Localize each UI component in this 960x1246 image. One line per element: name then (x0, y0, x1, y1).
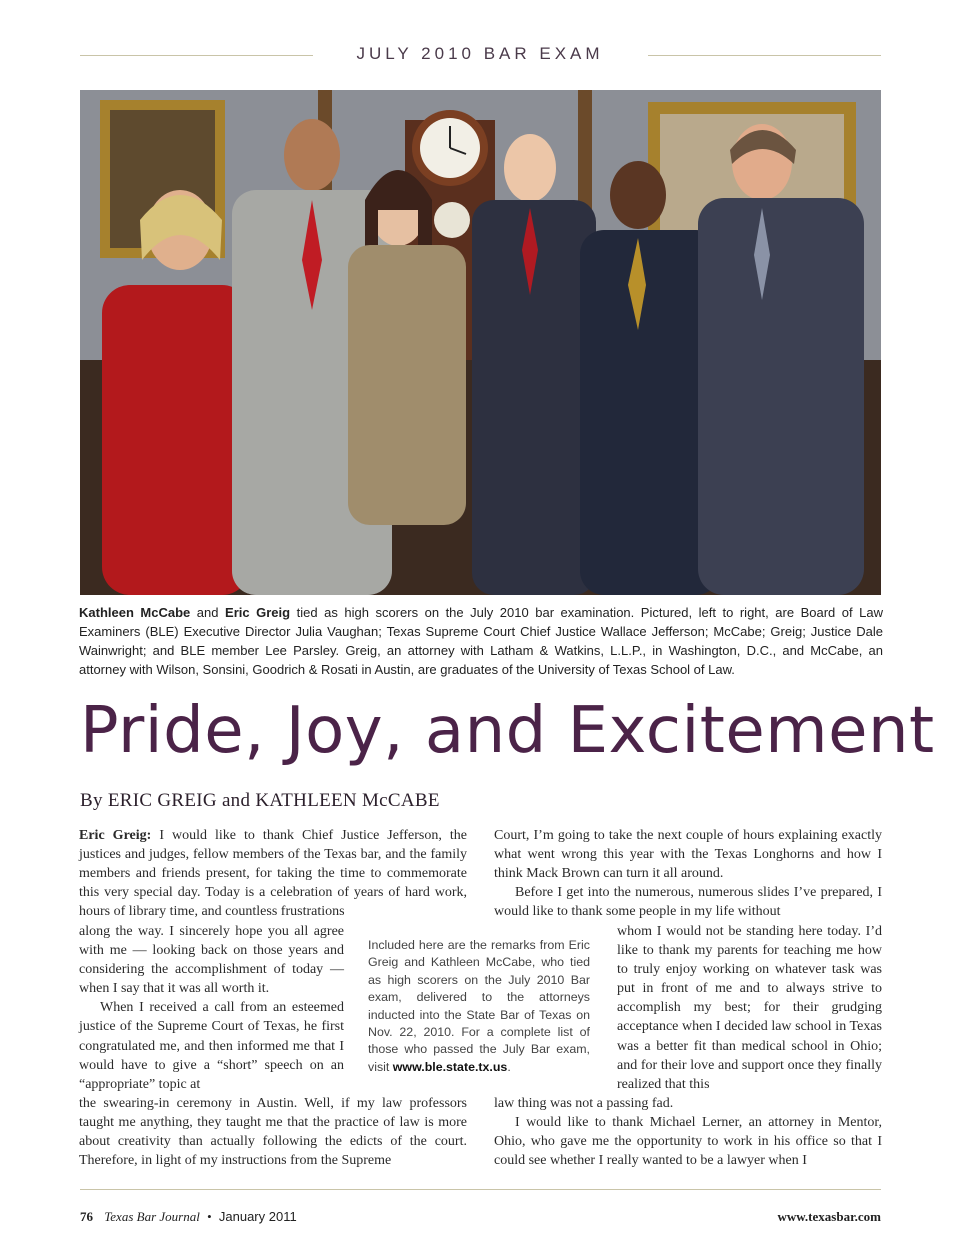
group-photo-illustration (80, 90, 881, 595)
photo-caption (79, 603, 883, 679)
col2-paragraph-1: Court, I’m going to take the next couple of hours explaining exactly what went wrong this year with the Texas Longhorns and how I think Mack Brown can turn it all around. (494, 828, 882, 882)
col1-paragraph-2b: the swearing-in ceremony in Austin. Well, if my law professors taught me anything, they taught me that the practice of law is more about creativity than actually following the edicts of the court. Therefore, in light of my instructions from the Supreme (79, 1096, 467, 1169)
column-right-wrap (617, 922, 882, 1094)
footer-left (80, 1209, 297, 1225)
col1-paragraph-1 (79, 826, 467, 921)
sidebar-end: . (507, 1059, 511, 1074)
caption-text: tied as high scorers on the July 2010 bar examination. Pictured, left to right, are Board of Law Examiners (BLE) Executive Director Julia Vaughan; Texas Supreme Court Chief Justice Wallace Jefferson; McCabe; Greig; Justice Dale Wainwright; and BLE member Lee Parsley. Greig, an attorney with Latham & Watkins, L.L.P., in Washington, D.C., and McCabe, an attorney with Wilson, Sonsini, Goodrich & Rosati in Austin, are graduates of the University of Texas School of Law. (79, 605, 884, 677)
caption-name-greig: Eric Greig (225, 605, 291, 620)
sidebar-link[interactable]: www.ble.state.tx.us (392, 1059, 508, 1074)
footer-bullet: • (207, 1209, 212, 1224)
col1-p1-text: I would like to thank Chief Justice Jefferson, the justices and judges, fellow members of the Texas bar, and the family members and friends present, for taking the time to commemorate this very special day. Today is a celebration of years of hard work, hours of library time, and countless frustrations (79, 828, 467, 920)
sidebar-note (368, 937, 590, 1076)
col2-paragraph-3: I would like to thank Michael Lerner, an attorney in Mentor, Ohio, who gave me the opportunity to work in his office so that I could see whether I really wanted to be a lawyer when I (494, 1115, 882, 1169)
col2-paragraph-2c: law thing was not a passing fad. (494, 1096, 674, 1111)
column-left-wrap (79, 922, 344, 1094)
col2-paragraph-2b: whom I would not be standing here today. I’d like to thank my parents for teaching me how to truly enjoy working on whatever task was put in front of me and to always strive to accomplish my best; for their grudging acceptance when I decided law school in Texas was a better fit than medical school in Ohio; and for their love and support once they finally realized that this (617, 924, 882, 1092)
sidebar-text: Included here are the remarks from Eric Greig and Kathleen McCabe, who tied as high scorers on the July 2010 Bar exam, delivered to the attorneys inducted into the State Bar of Texas on Nov. 22, 2010. For a complete list of those who passed the July Bar exam, visit (368, 938, 590, 1074)
column-right-bottom (494, 1094, 882, 1170)
footer-website[interactable]: www.texasbar.com (777, 1209, 881, 1224)
column-left-bottom (79, 1094, 467, 1170)
col1-paragraph-1b: along the way. I sincerely hope you all agree with me — looking back on those years and considering the accomplishment of today — when I say that it was all worth it. (79, 924, 344, 997)
column-left-top (79, 826, 467, 921)
column-right-top (494, 826, 882, 921)
issue-date: January 2011 (218, 1209, 297, 1224)
col2-paragraph-2: Before I get into the numerous, numerous slides I’ve prepared, I would like to thank some people in my life without (494, 885, 882, 920)
col1-paragraph-2: When I received a call from an esteemed justice of the Supreme Court of Texas, he first congratulated me, and then informed me that I would have to give a “short” speech on an “appropriate” topic at (79, 1000, 344, 1092)
caption-and: and (190, 605, 226, 620)
section-title: JULY 2010 BAR EXAM (356, 44, 604, 63)
group-photo (80, 90, 881, 595)
page-number: 76 (80, 1209, 93, 1224)
footer-rule (80, 1189, 881, 1190)
article-headline: Pride, Joy, and Excitement (80, 694, 935, 768)
article-byline: By ERIC GREIG and KATHLEEN McCABE (80, 790, 440, 811)
caption-name-mccabe: Kathleen McCabe (79, 605, 191, 620)
speaker-label: Eric Greig: (79, 828, 152, 843)
journal-name: Texas Bar Journal (104, 1209, 200, 1224)
